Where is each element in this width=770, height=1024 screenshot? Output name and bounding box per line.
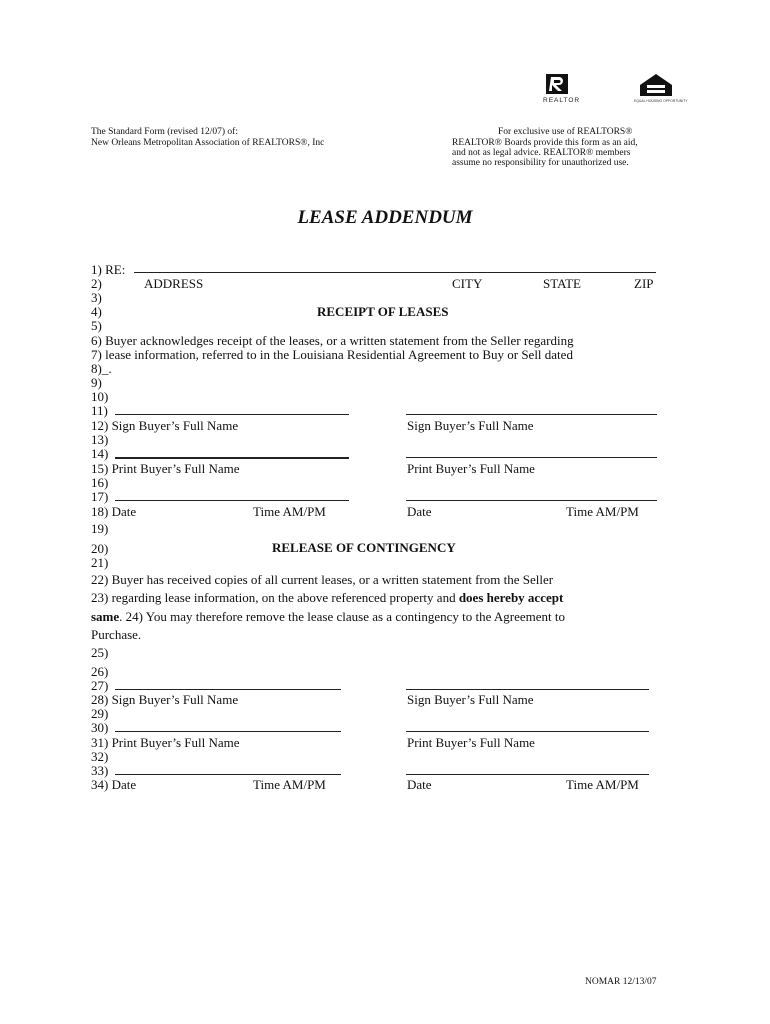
header-right-line3: and not as legal advice. REALTOR® members [452,148,631,158]
header-right-line4: assume no responsibility for unauthorized use. [452,158,629,168]
zip-label: ZIP [634,276,654,291]
line-27-label: 27) [91,678,109,693]
line-23-text: 23) regarding lease information, on the above referenced property and does hereby accept [91,590,564,605]
line-24-text: same. 24) You may therefore remove the lease clause as a contingency to the Agreement to [91,609,565,624]
line-15-label: 15) Print Buyer’s Full Name [91,461,240,476]
line-18-label: 18) Date [91,504,137,519]
release-buyer1-sign-field[interactable] [115,689,341,690]
header-left-line1: The Standard Form (revised 12/07) of: [91,127,238,137]
line-16-label: 16) [91,475,109,490]
right-12-label: Sign Buyer’s Full Name [407,418,534,433]
buyer1-sign-field[interactable] [115,414,349,415]
equal-housing-caption: EQUAL HOUSING OPPORTUNITY [634,99,688,103]
line-12-label: 12) Sign Buyer’s Full Name [91,418,239,433]
release-buyer1-date-field[interactable] [115,774,341,775]
line-7-text: 7) lease information, referred to in the Louisiana Residential Agreement to Buy or Sell dated [91,347,573,362]
address-label: ADDRESS [144,276,204,291]
line-6-text: 6) Buyer acknowledges receipt of the leases, or a written statement from the Seller regarding [91,333,574,348]
line-32-label: 32) [91,749,109,764]
line-14-label: 14) [91,446,109,461]
realtor-logo [543,74,589,104]
header-left-line2: New Orleans Metropolitan Association of REALTORS®, Inc [91,138,325,148]
realtor-caption: REALTOR [543,97,581,104]
purchase-text: Purchase. [91,627,142,642]
line-21-label: 21) [91,555,109,570]
buyer2-print-field[interactable] [406,457,657,458]
line-33-label: 33) [91,763,109,778]
line-28-label: 28) Sign Buyer’s Full Name [91,692,239,707]
line-8-text: 8)_. [91,361,112,376]
line-19-label: 19) [91,521,109,536]
right-28-label: Sign Buyer’s Full Name [407,692,534,707]
right-34-time-label: Time AM/PM [566,777,639,792]
receipt-heading: RECEIPT OF LEASES [317,304,449,319]
line-4-label: 4) [91,304,102,319]
line-5-label: 5) [91,318,102,333]
form-code: NOMAR 12/13/07 [585,977,657,987]
line-29-label: 29) [91,706,109,721]
right-18-date-label: Date [407,504,432,519]
line-13-label: 13) [91,432,109,447]
line-34-label: 34) Date [91,777,137,792]
time-18-label: Time AM/PM [253,504,326,519]
buyer2-sign-field[interactable] [406,414,657,415]
right-18-time-label: Time AM/PM [566,504,639,519]
state-label: STATE [543,276,581,291]
buyer1-date-field[interactable] [115,500,349,501]
right-31-label: Print Buyer’s Full Name [407,735,535,750]
line-3-label: 3) [91,290,102,305]
buyer1-print-field[interactable] [115,457,349,459]
line-17-label: 17) [91,489,109,504]
right-34-date-label: Date [407,777,432,792]
city-label: CITY [452,276,483,291]
release-buyer2-print-field[interactable] [406,731,649,732]
line-10-label: 10) [91,389,109,404]
line-11-label: 11) [91,403,108,418]
header-right-line1: For exclusive use of REALTORS® [498,127,633,137]
line-2-label: 2) [91,276,102,291]
header-right-line2: REALTOR® Boards provide this form as an aid, [452,138,638,148]
line-9-label: 9) [91,375,102,390]
re-address-field[interactable] [134,272,656,273]
line-22-text: 22) Buyer has received copies of all current leases, or a written statement from the Seller [91,572,554,587]
line-25-label: 25) [91,645,109,660]
release-buyer1-print-field[interactable] [115,731,341,732]
line-20-label: 20) [91,541,109,556]
line-1-label: 1) RE: [91,262,126,277]
buyer2-date-field[interactable] [406,500,657,501]
release-buyer2-sign-field[interactable] [406,689,649,690]
release-heading: RELEASE OF CONTINGENCY [272,540,456,555]
time-34-label: Time AM/PM [253,777,326,792]
right-15-label: Print Buyer’s Full Name [407,461,535,476]
line-31-label: 31) Print Buyer’s Full Name [91,735,240,750]
release-buyer2-date-field[interactable] [406,774,649,775]
equal-housing-logo [634,72,688,106]
line-30-label: 30) [91,720,109,735]
line-26-label: 26) [91,664,109,679]
page-title: LEASE ADDENDUM [297,207,473,228]
